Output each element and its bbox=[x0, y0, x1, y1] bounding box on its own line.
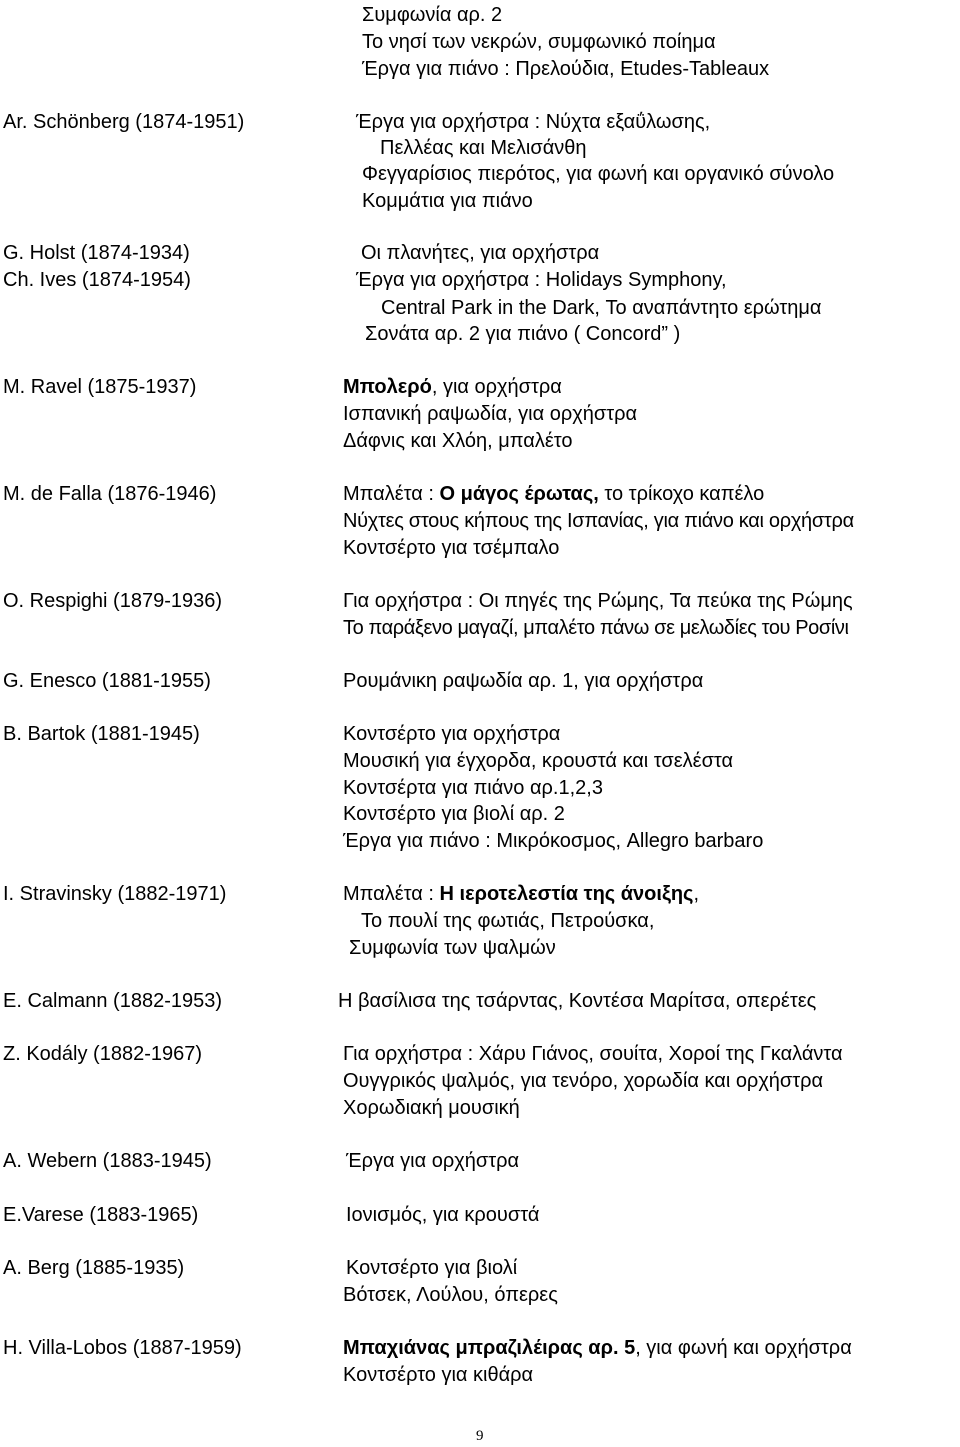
work-line: Κοντσέρτα για πιάνο αρ.1,2,3 bbox=[343, 777, 603, 799]
work-line-rest: , για φωνή και ορχήστρα bbox=[635, 1337, 852, 1359]
composer-name: O. Respighi (1879-1936) bbox=[3, 590, 223, 612]
work-line: Κοντσέρτο για βιολί αρ. 2 bbox=[343, 803, 565, 825]
work-line: Συμφωνία αρ. 2 bbox=[362, 4, 503, 26]
work-line: Κοντσέρτο για ορχήστρα bbox=[343, 723, 561, 745]
work-line: Έργα για πιάνο : Μικρόκοσμος, Allegro barbaro bbox=[343, 830, 764, 852]
work-line: Σονάτα αρ. 2 για πιάνο ( Concord” ) bbox=[365, 323, 681, 345]
work-line: Το παράξενο μαγαζί, μπαλέτο πάνω σε μελωδίες του Ροσίνι bbox=[343, 617, 849, 639]
work-line bbox=[343, 375, 562, 399]
composer-name: A. Webern (1883-1945) bbox=[3, 1150, 212, 1172]
work-line: Κοντσέρτο για κιθάρα bbox=[343, 1364, 534, 1386]
work-line: Μουσική για έγχορδα, κρουστά και τσελέστα bbox=[343, 750, 734, 772]
work-line-prefix: Μπαλέτα : bbox=[343, 883, 440, 905]
work-line: Ουγγρικός ψαλμός, για τενόρο, χορωδία και ορχήστρα bbox=[343, 1070, 824, 1092]
work-line bbox=[343, 1336, 852, 1360]
work-line: Ισπανική ραψωδία, για ορχήστρα bbox=[343, 403, 638, 425]
work-line: Έργα για ορχήστρα bbox=[346, 1150, 520, 1172]
work-line: Πελλέας και Μελισάνθη bbox=[380, 137, 587, 159]
composer-name: Z. Kodály (1882-1967) bbox=[3, 1043, 203, 1065]
page-number: 9 bbox=[476, 1428, 484, 1444]
work-line: Χορωδιακή μουσική bbox=[343, 1097, 520, 1119]
work-line: Το πουλί της φωτιάς, Πετρούσκα, bbox=[361, 910, 655, 932]
work-line: Φεγγαρίσιος πιερότος, για φωνή και οργανικό σύνολο bbox=[362, 163, 835, 185]
work-line: Για ορχήστρα : Οι πηγές της Ρώμης, Τα πεύκα της Ρώμης bbox=[343, 590, 853, 612]
composer-name: H. Villa-Lobos (1887-1959) bbox=[3, 1337, 242, 1359]
work-line: Κοντσέρτο για βιολί bbox=[346, 1257, 518, 1279]
work-title-bold: Μπολερό bbox=[343, 376, 432, 398]
work-line: Έργα για ορχήστρα : Holidays Symphony, bbox=[356, 269, 727, 291]
composer-name: B. Bartok (1881-1945) bbox=[3, 723, 200, 745]
composer-name: A. Berg (1885-1935) bbox=[3, 1257, 185, 1279]
composer-name: Ar. Schönberg (1874-1951) bbox=[3, 111, 245, 133]
work-line: Έργα για ορχήστρα : Νύχτα εξαΰλωσης, bbox=[356, 111, 711, 133]
work-line: Οι πλανήτες, για ορχήστρα bbox=[361, 242, 600, 264]
work-line: Ρουμάνικη ραψωδία αρ. 1, για ορχήστρα bbox=[343, 670, 704, 692]
composer-name: Ch. Ives (1874-1954) bbox=[3, 269, 191, 291]
work-line: Δάφνις και Χλόη, μπαλέτο bbox=[343, 430, 573, 452]
work-line: Το νησί των νεκρών, συμφωνικό ποίημα bbox=[362, 31, 716, 53]
work-line: Βότσεκ, Λούλου, όπερες bbox=[343, 1284, 558, 1306]
work-line: Για ορχήστρα : Χάρυ Γιάνος, σουίτα, Χοροί της Γκαλάντα bbox=[343, 1043, 843, 1065]
composer-name: G. Enesco (1881-1955) bbox=[3, 670, 211, 692]
composer-name: G. Holst (1874-1934) bbox=[3, 242, 190, 264]
work-line: Έργα για πιάνο : Πρελούδια, Etudes-Tableaux bbox=[362, 58, 770, 80]
work-title-bold: Ο μάγος έρωτας, bbox=[439, 483, 599, 505]
composer-name: E.Varese (1883-1965) bbox=[3, 1204, 199, 1226]
work-line-prefix: Μπαλέτα : bbox=[343, 483, 440, 505]
composer-name: M. Ravel (1875-1937) bbox=[3, 376, 197, 398]
work-title-bold: Η ιεροτελεστία της άνοιξης bbox=[439, 883, 694, 905]
work-line: Κοντσέρτο για τσέμπαλο bbox=[343, 537, 560, 559]
composer-name: E. Calmann (1882-1953) bbox=[3, 990, 223, 1012]
work-line-rest: , bbox=[693, 883, 700, 905]
work-line: Ιονισμός, για κρουστά bbox=[346, 1204, 540, 1226]
work-line: Central Park in the Dark, Το αναπάντητο ερώτημα bbox=[381, 297, 822, 319]
composer-name: I. Stravinsky (1882-1971) bbox=[3, 883, 227, 905]
work-title-bold: Μπαχιάνας μπραζιλέιρας αρ. 5 bbox=[343, 1337, 636, 1359]
work-line: Η βασίλισα της τσάρντας, Κοντέσα Μαρίτσα, οπερέτες bbox=[338, 990, 817, 1012]
work-line bbox=[343, 482, 764, 506]
work-line: Κομμάτια για πιάνο bbox=[362, 190, 533, 212]
work-line-rest: , για ορχήστρα bbox=[431, 376, 562, 398]
work-line: Νύχτες στους κήπους της Ισπανίας, για πιάνο και ορχήστρα bbox=[343, 510, 854, 532]
composer-name: M. de Falla (1876-1946) bbox=[3, 483, 217, 505]
work-line bbox=[343, 882, 699, 906]
work-line: Συμφωνία των ψαλμών bbox=[349, 937, 556, 959]
work-line-rest: το τρίκοχο καπέλο bbox=[598, 483, 765, 505]
